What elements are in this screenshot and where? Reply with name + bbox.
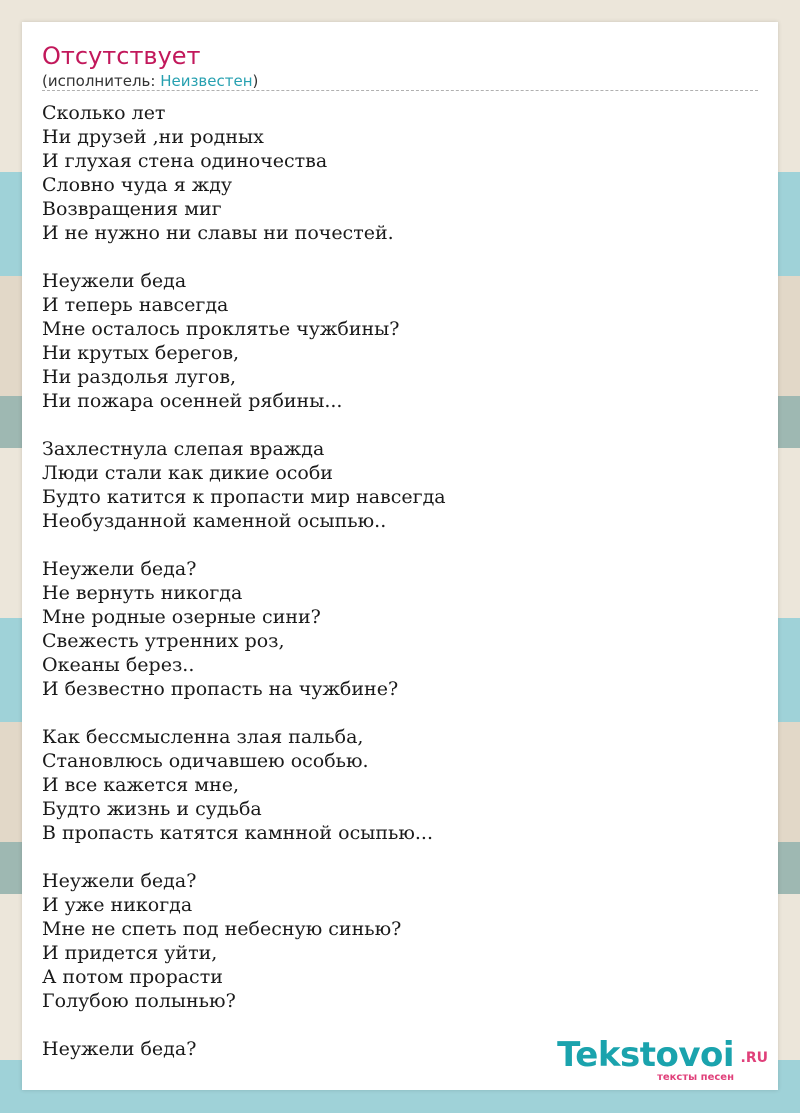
brand-name: Tekstovoi: [557, 1035, 734, 1075]
artist-suffix: ): [252, 72, 259, 90]
artist-line: [42, 71, 258, 91]
title-divider: [42, 90, 758, 91]
song-title: Отсутствует: [42, 42, 201, 70]
lyrics-card: [22, 22, 778, 1090]
artist-link[interactable]: Неизвестен: [160, 72, 253, 90]
brand-logo[interactable]: [557, 1035, 770, 1084]
lyrics-text: Сколько лет Ни друзей ,ни родных И глухая стена одиночества Словно чуда я жду Возвращения миг И не нужно ни славы ни почестей. Неужели беда И теперь навсегда Мне осталось проклятье чужбины? Ни крутых берегов, Ни раздолья лугов, Ни пожара осенней рябины... Захлестнула слепая вражда Люди стали как дикие особи Будто катится к пропасти мир навсегда Необузданной каменной осыпью.. Неужели беда? Не вернуть никогда Мне родные озерные сини? Свежесть утренних роз, Океаны берез.. И безвестно пропасть на чужбине? Как бессмысленна злая пальба, Становлюсь одичавшею особью. И все кажется мне, Будто жизнь и судьба В пропасть катятся камнной осыпью... Неужели беда? И уже никогда Мне не спеть под небесную синью? И придется уйти, А потом прорасти Голубою полынью? Неужели беда?: [42, 102, 446, 1060]
brand-tld: .RU: [740, 1050, 768, 1066]
brand-tagline: тексты песен: [657, 1072, 734, 1083]
artist-prefix: (исполнитель:: [42, 72, 161, 90]
